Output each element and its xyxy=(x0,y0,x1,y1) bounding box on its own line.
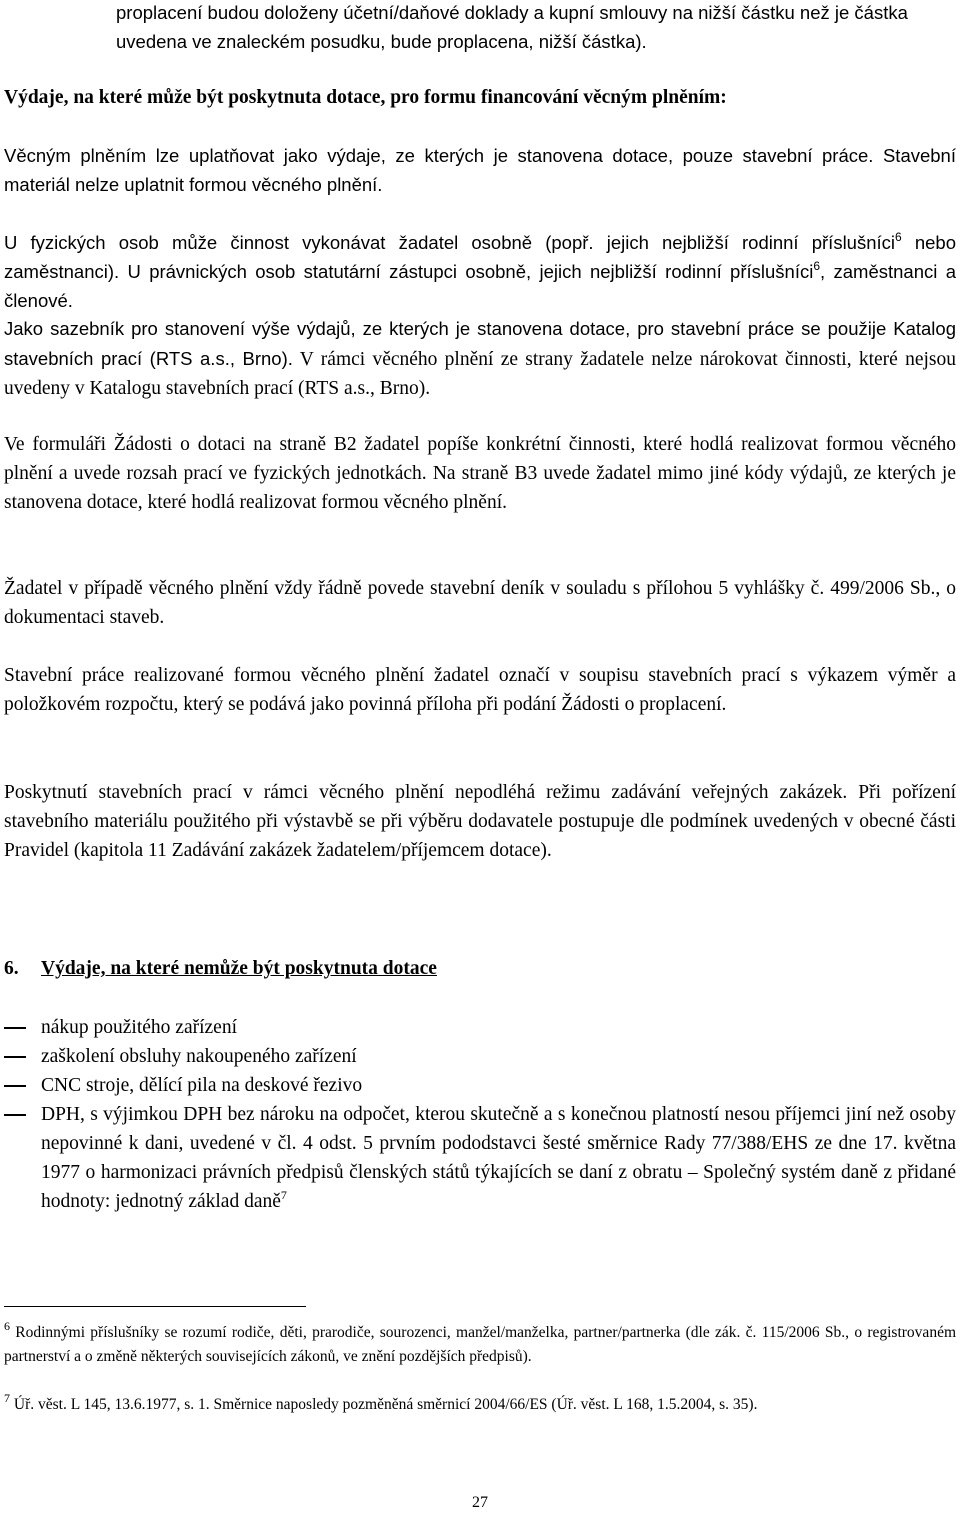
paragraph-vecne-plneni: Věcným plněním lze uplatňovat jako výdaje, ze kterých je stanovena dotace, pouze stavební práce. Stavební materiál nelze uplatnit formou věcného plnění. xyxy=(4,145,956,195)
section6-title: Výdaje, na které nemůže být poskytnuta dotace xyxy=(41,958,437,979)
paragraph-zakazky: Poskytnutí stavebních prací v rámci věcného plnění nepodléhá režimu zadávání veřejných zakázek. Při pořízení stavebního materiálu použitého při výstavbě se při výběru dodavatele postupuje dle podmínek uvedených v obecné části Pravidel (kapitola 11 Zadávání zakázek žadatelem/příjemcem dotace). xyxy=(4,782,956,861)
footnote-separator xyxy=(4,1306,306,1307)
footnote-6: $^6$ Rodinnými příslušníky se rozumí rodiče, děti, prarodiče, sourozenci, manžel/manželka, partner/partnerka (dle zák. č. 115/2006 Sb., o registrovaném partnerství a o změně některých souvisejících zákonů, ve znění pozdějších předpisů). xyxy=(4,1318,956,1365)
section6-heading xyxy=(4,954,437,983)
dash-bullet-icon xyxy=(4,1027,26,1029)
list-item: nákup použitého zařízení xyxy=(4,1013,956,1042)
section5-heading: Výdaje, na které může být poskytnuta dotace, pro formu financování věcným plněním: xyxy=(4,87,727,108)
list-item-dph: DPH, s výjimkou DPH bez nároku na odpočet, kterou skutečně a s konečnou platností nesou příjemci jiní než osoby nepovinné k dani, uvedené v čl. 4 odst. 5 prvním pododstavci šesté směrnice Rady 77/388/EHS ze dne 17. května 1977 o harmonizaci právních předpisů členských států týkajících se daní z obratu – Společný systém daně z přidané hodnoty: jednotný základ daně$^7$ xyxy=(4,1100,956,1216)
paragraph-formular: Ve formuláři Žádosti o dotaci na straně B2 žadatel popíše konkrétní činnosti, které hodlá realizovat formou věcného plnění a uvede rozsah prací ve fyzických jednotkách. Na straně B3 uvede žadatel mimo jiné kódy výdajů, ze kterých je stanovena dotace, které hodlá realizovat formou věcného plnění. xyxy=(4,434,956,513)
list-item: zaškolení obsluhy nakoupeného zařízení xyxy=(4,1042,956,1071)
list-item: CNC stroje, dělící pila na deskové řezivo xyxy=(4,1071,956,1100)
p2-text-b: nebo zaměstnanci). U právnických osob statutární zástupci osobně, jejich nejbližší rodinní příslušníci xyxy=(4,232,957,282)
intro-continuation: proplacení budou doloženy účetní/daňové doklady a kupní smlouvy na nižší částku než je částka uvedena ve znaleckém posudku, bude proplacena, nižší částka). xyxy=(116,2,908,52)
footnote-ref-7: 7 xyxy=(280,1187,287,1202)
p2-text-c: , zaměstnanci a členové. xyxy=(4,261,956,311)
page-number: 27 xyxy=(472,1494,488,1511)
footnote-ref-6: 6 xyxy=(895,229,902,244)
dash-bullet-icon xyxy=(4,1114,26,1116)
dash-bullet-icon xyxy=(4,1085,26,1087)
paragraph-sazebnik xyxy=(4,314,956,403)
dash-bullet-icon xyxy=(4,1056,26,1058)
footnote-ref-6b: 6 xyxy=(813,258,821,273)
section6-number: 6. xyxy=(4,958,19,979)
paragraph-fyzicke-osoby xyxy=(4,228,956,315)
p2-text-a: U fyzických osob může činnost vykonávat žadatel osobně (popř. jejich nejbližší rodinní příslušníci xyxy=(4,232,896,253)
footnote-7: $^7$ Úř. věst. L 145, 13.6.1977, s. 1. Směrnice naposledy pozměněná směrnicí 2004/66/ES (Úř. věst. L 168, 1.5.2004, s. 35). xyxy=(4,1390,758,1413)
excluded-expenses-list xyxy=(4,1013,956,1216)
paragraph-stavebni-denik: Žadatel v případě věcného plnění vždy řádně povede stavební deník v souladu s přílohou 5 vyhlášky č. 499/2006 Sb., o dokumentaci staveb. xyxy=(4,578,956,628)
paragraph-soupis: Stavební práce realizované formou věcného plnění žadatel označí v soupisu stavebních prací s výkazem výměr a položkovém rozpočtu, který se podává jako povinná příloha při podání Žádosti o proplacení. xyxy=(4,665,956,715)
p3-text-a: Jako sazebník pro stanovení výše výdajů, ze kterých je stanovena dotace, pro stavební práce se použije Katalog stavebních prací (RTS a.s., Brno). xyxy=(4,318,956,369)
p3-text-b: V rámci věcného plnění ze strany žadatele nelze nárokovat činnosti, které nejsou uvedeny v Katalogu stavebních prací (RTS a.s., Brno). xyxy=(4,349,956,399)
